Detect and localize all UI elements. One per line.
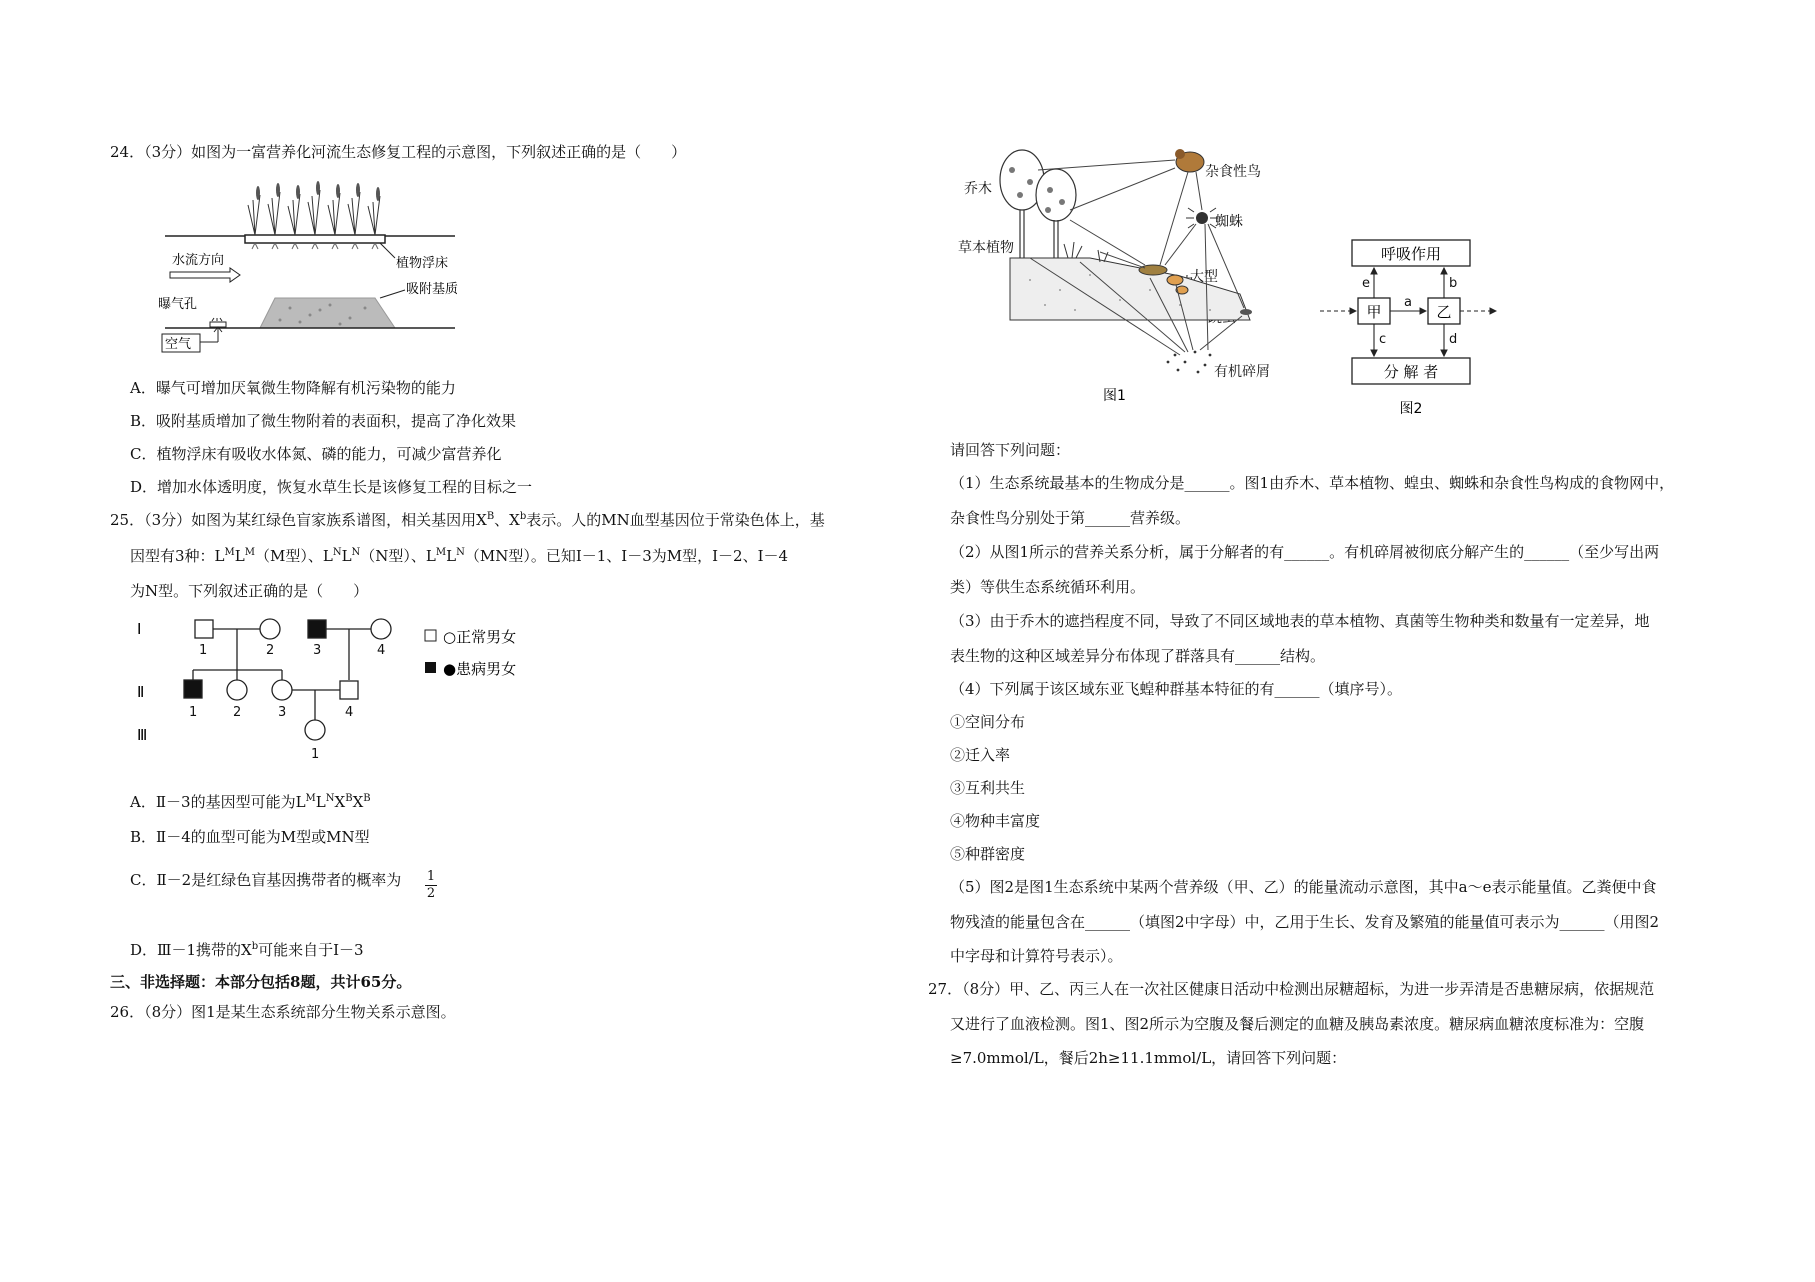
q26-intro: 请回答下列问题：	[950, 441, 1071, 459]
q26-line-2: 杂食性鸟分别处于第______营养级。	[950, 509, 1191, 527]
label-spider: 蜘蛛	[1215, 214, 1243, 230]
q26-line-1: （1）生态系统最基本的生物成分是______。图1由乔木、草本植物、蝗虫、蜘蛛和杂食性鸟构成的食物网中，	[950, 474, 1675, 492]
q24-option-b: B．吸附基质增加了微生物附着的表面积，提高了净化效果	[130, 412, 517, 430]
gen-label-i: Ⅰ	[137, 620, 142, 638]
label-detritus: 有机碎屑	[1214, 364, 1270, 380]
ii4-num: 4	[345, 705, 354, 720]
i4-num: 4	[377, 643, 386, 658]
iii1-num: 1	[311, 747, 320, 762]
q25-stem-line1: 25．（3分）如图为某红绿色盲家族系谱图，相关基因用$X^B$、$X^b$表示。人的MN血型基因位于常染色体上，基	[110, 511, 825, 529]
q26-option-3: ③互利共生	[950, 779, 1026, 797]
ecosystem-figure-1	[950, 140, 1330, 405]
ii3-female-normal	[272, 680, 292, 700]
arrow-c-label: c	[1379, 332, 1387, 347]
air-label: 空气	[165, 337, 192, 352]
i2-female-normal	[260, 619, 280, 639]
ii2-num: 2	[233, 705, 242, 720]
label-herb: 草本植物	[958, 240, 1014, 256]
q27-line-2: 又进行了血液检测。图1、图2所示为空腹及餐后测定的血糖及胰岛素浓度。糖尿病血糖浓度标准为：空腹	[950, 1015, 1645, 1033]
ii1-male-affected	[184, 680, 202, 698]
q24-stem: 24．（3分）如图为一富营养化河流生态修复工程的示意图，下列叙述正确的是（ ）	[110, 143, 687, 161]
q26-line-15: 中字母和计算符号表示）。	[950, 947, 1123, 965]
river-restoration-figure	[150, 180, 480, 360]
q25-option-a: A．Ⅱ－3的基因型可能为$L^ML^NX^BX^B$	[130, 793, 371, 811]
gen-label-iii: Ⅲ	[137, 726, 148, 744]
q27-line-1: 27．（8分）甲、乙、丙三人在一次社区健康日活动中检测出尿糖超标，为进一步弄清是否患糖尿病，依据规范	[928, 980, 1655, 998]
ii3-num: 3	[278, 705, 287, 720]
arrow-e-label: e	[1362, 276, 1370, 291]
q26-line-7: （4）下列属于该区域东亚飞蝗种群基本特征的有______（填序号）。	[950, 680, 1403, 698]
q26-option-2: ②迁入率	[950, 746, 1011, 764]
q26-line-5: （3）由于乔木的遮挡程度不同，导致了不同区域地表的草本植物、真菌等生物种类和数量有一定差异，地	[950, 612, 1650, 630]
i1-num: 1	[199, 643, 208, 658]
i4-female-normal	[371, 619, 391, 639]
jia-label: 甲	[1366, 303, 1382, 321]
legend-affected: ●患病男女	[443, 660, 517, 678]
q26-option-1: ①空间分布	[950, 713, 1026, 731]
aerator-label: 曝气孔	[158, 297, 198, 312]
fig2-caption: 图2	[1399, 401, 1423, 417]
arrow-b-label: b	[1449, 276, 1458, 291]
q25-option-b: B．Ⅱ－4的血型可能为M型或MN型	[130, 828, 370, 846]
q25-option-d: D．Ⅲ－1携带的$X^b$可能来自于Ⅰ－3	[130, 941, 364, 959]
respiration-label: 呼吸作用	[1380, 245, 1442, 263]
ii4-male-normal	[340, 681, 358, 699]
i3-num: 3	[313, 643, 322, 658]
label-tree: 乔木	[964, 181, 992, 197]
ii2-female-normal	[227, 680, 247, 700]
pedigree-chart	[125, 612, 565, 762]
q26-line-3: （2）从图1所示的营养关系分析，属于分解者的有______。有机碎屑被彻底分解产生的______（至少写出两	[950, 543, 1660, 561]
q24-option-a: A．曝气可增加厌氧微生物降解有机污染物的能力	[130, 379, 456, 397]
i3-male-affected	[308, 620, 326, 638]
q24-option-d: D．增加水体透明度，恢复水草生长是该修复工程的目标之一	[130, 478, 533, 496]
yi-label: 乙	[1436, 303, 1452, 321]
fig1-caption: 图1	[1103, 388, 1126, 404]
section-3-heading: 三、非选择题：本部分包括8题，共计65分。	[110, 973, 412, 991]
ii1-num: 1	[189, 705, 198, 720]
q26-option-4: ④物种丰富度	[950, 812, 1041, 830]
q26-option-5: ⑤种群密度	[950, 845, 1026, 863]
label-omnivorous-bird: 杂食性鸟	[1205, 164, 1261, 180]
arrow-d-label: d	[1449, 332, 1458, 347]
gen-label-ii: Ⅱ	[137, 683, 145, 701]
q26-line-6: 表生物的这种区域差异分布体现了群落具有______结构。	[950, 647, 1326, 665]
q26-stem: 26．（8分）图1是某生态系统部分生物关系示意图。	[110, 1003, 456, 1021]
i1-male-normal	[195, 620, 213, 638]
q26-line-14: 物残渣的能量包含在______（填图2中字母）中，乙用于生长、发育及繁殖的能量值可表示为______（用图2	[950, 913, 1660, 931]
decomposer-label: 分 解 者	[1383, 363, 1439, 381]
q25-option-c: C．Ⅱ－2是红绿色盲基因携带者的概率为	[130, 871, 402, 889]
arrow-a-label: a	[1404, 295, 1412, 310]
label-large: 大型	[1190, 269, 1218, 285]
q27-line-3: ≥7.0mmol/L，餐后2h≥11.1mmol/L，请回答下列问题：	[950, 1049, 1347, 1067]
energy-flow-figure-2	[1310, 230, 1510, 420]
q24-option-c: C．植物浮床有吸收水体氮、磷的能力，可减少富营养化	[130, 445, 502, 463]
float-bed-label: 植物浮床	[396, 256, 449, 271]
substrate-label: 吸附基质	[406, 282, 459, 297]
i2-num: 2	[266, 643, 275, 658]
legend-normal: ○正常男女	[443, 628, 517, 646]
q26-line-4: 类）等供生态系统循环利用。	[950, 578, 1146, 596]
q25-stem-line3: 为N型。下列叙述正确的是（ ）	[130, 582, 369, 600]
q25-stem-line2: 因型有3种：$L^ML^M(M$型）、$L^NL^N(N$型）、$L^ML^N(MN$型）。已知Ⅰ－1、Ⅰ－3为M型，Ⅰ－2、Ⅰ－4	[130, 547, 789, 565]
fraction-one-half: 1 2	[426, 869, 436, 901]
q26-line-13: （5）图2是图1生态系统中某两个营养级（甲、乙）的能量流动示意图，其中a～e表示能量值。乙粪便中食	[950, 878, 1657, 896]
flow-direction-label: 水流方向	[172, 253, 225, 268]
iii1-female-normal	[305, 720, 325, 740]
